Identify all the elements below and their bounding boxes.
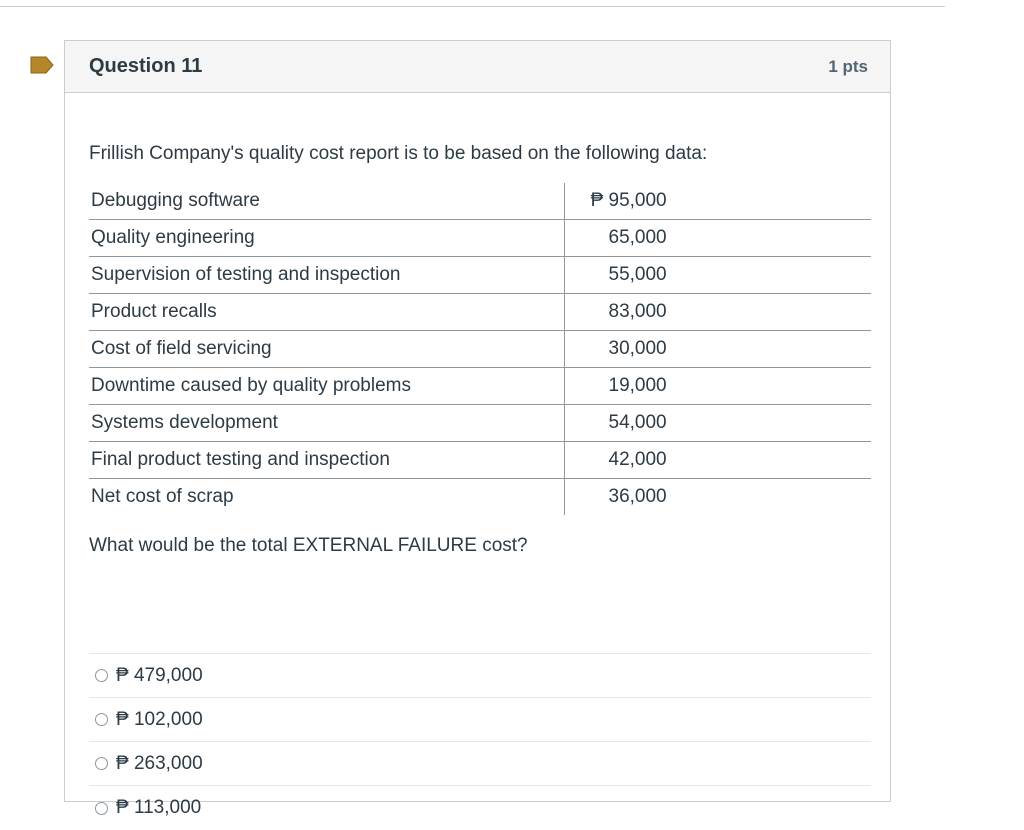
- table-spacer-cell: [667, 368, 871, 405]
- cost-item-amount: 19,000: [564, 368, 666, 405]
- cost-item-amount: 54,000: [564, 405, 666, 442]
- cost-item-amount: 36,000: [608, 486, 667, 507]
- table-spacer-cell: [667, 183, 871, 220]
- answer-label[interactable]: ₱ 102,000: [116, 708, 203, 730]
- answer-label[interactable]: ₱ 113,000: [116, 797, 202, 818]
- table-spacer-cell: [667, 294, 871, 331]
- page-divider: [0, 6, 945, 7]
- cost-item-label: Cost of field servicing: [89, 331, 564, 368]
- cost-item-amount: ₱ 95,000: [564, 183, 666, 220]
- cost-item-label: Supervision of testing and inspection: [89, 257, 564, 294]
- radio-button[interactable]: [95, 757, 108, 770]
- table-row: [89, 442, 871, 479]
- question-intro: Frillish Company's quality cost report is to be based on the following data:: [89, 143, 708, 164]
- table-row: [89, 405, 871, 442]
- answer-option[interactable]: [89, 654, 871, 698]
- answer-list: [89, 653, 871, 830]
- cost-item-amount: 83,000: [564, 294, 666, 331]
- table-spacer-cell: [667, 220, 871, 257]
- cost-item-amount: 55,000: [564, 257, 666, 294]
- question-card: [64, 40, 891, 818]
- question-prompt: What would be the total EXTERNAL FAILURE cost?: [89, 535, 528, 556]
- cost-item-label: Product recalls: [89, 294, 564, 331]
- cost-data-table: [89, 183, 871, 515]
- question-title: Question 11: [89, 55, 203, 77]
- table-row: [89, 257, 871, 294]
- radio-button[interactable]: [95, 713, 108, 726]
- bookmark-flag-icon[interactable]: [30, 56, 54, 74]
- table-row: [89, 220, 871, 257]
- table-spacer-cell: [667, 257, 871, 294]
- question-header: [65, 41, 890, 93]
- answer-option[interactable]: [89, 742, 871, 786]
- cost-item-label: Net cost of scrap: [89, 479, 564, 516]
- table-row: [89, 294, 871, 331]
- cost-item-label: Final product testing and inspection: [89, 442, 564, 479]
- table-row: [89, 331, 871, 368]
- question-points: 1 pts: [828, 56, 868, 76]
- answer-option[interactable]: [89, 698, 871, 742]
- table-spacer-cell: [667, 331, 871, 368]
- radio-button[interactable]: [95, 802, 108, 815]
- table-row: [89, 368, 871, 405]
- table-row: [89, 479, 871, 516]
- table-row: [89, 183, 871, 220]
- cost-item-amount: 30,000: [564, 331, 666, 368]
- cost-item-label: Downtime caused by quality problems: [89, 368, 564, 405]
- answer-option[interactable]: [89, 786, 871, 830]
- answer-label[interactable]: ₱ 479,000: [116, 664, 203, 686]
- table-spacer-cell: [667, 442, 871, 479]
- cost-item-label: Quality engineering: [89, 220, 564, 257]
- cost-item-amount: 65,000: [564, 220, 666, 257]
- cost-item-amount: 42,000: [564, 442, 666, 479]
- table-spacer-cell: [667, 405, 871, 442]
- cost-item-label: Systems development: [89, 405, 564, 442]
- cost-item-label: Debugging software: [89, 183, 564, 220]
- radio-button[interactable]: [95, 669, 108, 682]
- table-spacer-cell: [667, 479, 871, 516]
- answer-label[interactable]: ₱ 263,000: [116, 752, 203, 774]
